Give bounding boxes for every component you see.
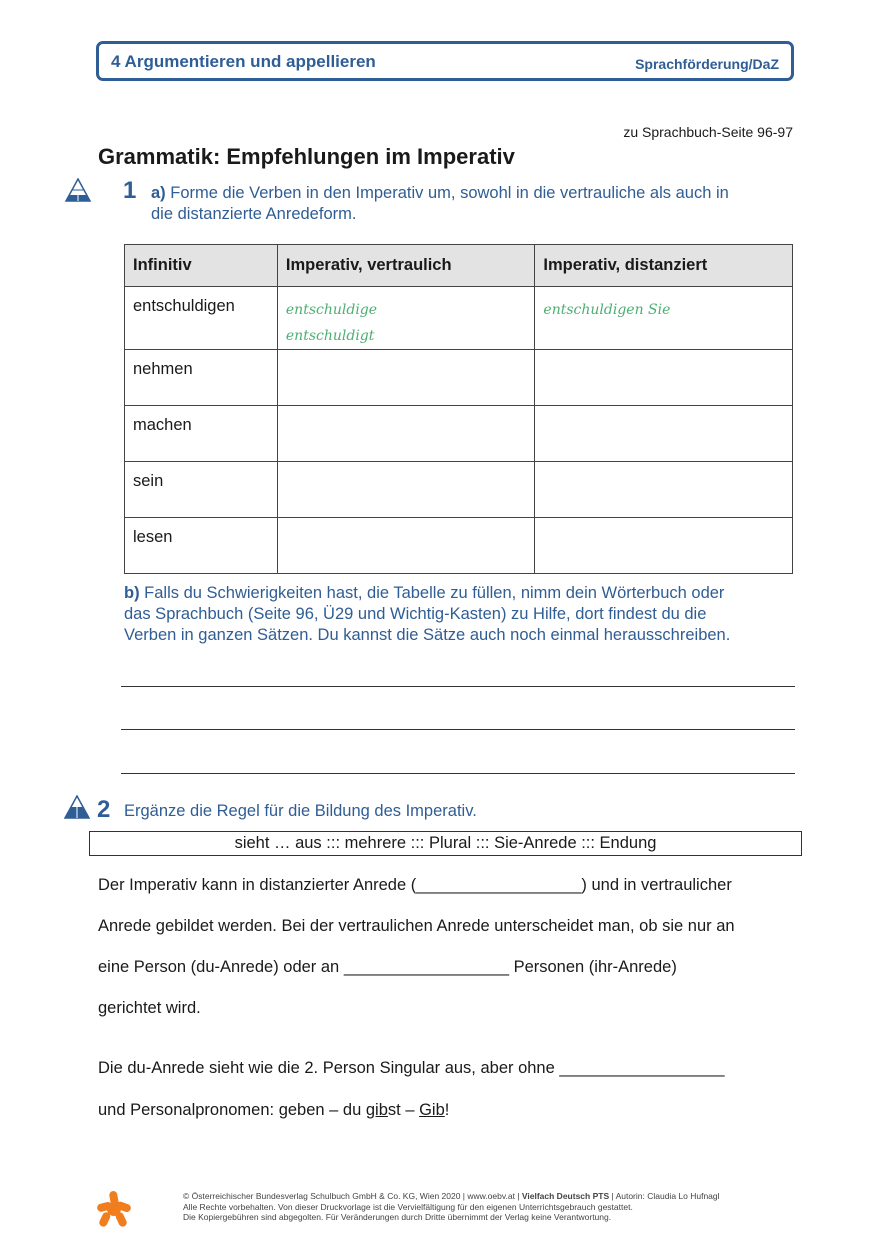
informal-answer-cell[interactable] [277,350,535,406]
formal-answer-cell[interactable] [535,518,793,574]
chapter-header [96,41,794,81]
rule-text-line: Anrede gebildet werden. Bei der vertraulichen Anrede unterscheidet man, ob sie nur an [98,917,735,935]
task-1b-label: b) [124,584,140,602]
table-row [125,406,793,462]
writing-line[interactable] [121,686,795,687]
difficulty-level-icon [64,795,90,819]
task-1b-text-line2: das Sprachbuch (Seite 96, Ü29 und Wichtig-Kasten) zu Hilfe, dort findest du die [124,605,707,623]
page-title: Grammatik: Empfehlungen im Imperativ [98,144,515,169]
formal-answer-cell[interactable] [535,406,793,462]
header-infinitive: Infinitiv [125,245,278,287]
word-bank-box: sieht … aus ::: mehrere ::: Plural ::: Sie-Anrede ::: Endung [89,831,802,856]
handwritten-answer: entschuldige [285,302,378,318]
task-1b-text-line1: Falls du Schwierigkeiten hast, die Tabelle zu füllen, nimm dein Wörterbuch oder [144,584,725,602]
rule-text-line: gerichtet wird. [98,999,201,1017]
formal-answer-cell[interactable] [535,462,793,518]
table-row [125,518,793,574]
task-1b-instruction [124,583,730,646]
infinitive-cell: sein [125,462,278,518]
footer-line-1 [183,1191,720,1202]
copyright-footer [183,1191,720,1223]
task-1a-text-line2: die distanzierte Anredeform. [151,205,357,223]
handwritten-answer: entschuldigt [285,328,375,344]
informal-answer-cell[interactable] [277,462,535,518]
task-1-number: 1 [123,177,137,204]
informal-answer-cell[interactable] [277,406,535,462]
underlined-stem: gib [365,1101,388,1119]
rule-text-line[interactable]: Der Imperativ kann in distanzierter Anrede (__________________) und in vertraulicher [98,876,732,894]
informal-answer-cell[interactable] [277,287,535,350]
infinitive-cell: entschuldigen [125,287,278,350]
publisher-logo-icon [96,1190,132,1228]
task-1a-label: a) [151,184,166,202]
footer-copyright: © Österreichischer Bundesverlag Schulbuch GmbH & Co. KG, Wien 2020 | www.oebv.at | [183,1191,522,1201]
example-text: ! [444,1101,450,1119]
infinitive-cell: nehmen [125,350,278,406]
verb-table [124,244,793,574]
header-imperative-formal: Imperativ, distanziert [535,245,793,287]
table-row [125,287,793,350]
handwritten-answer: entschuldigen Sie [543,302,671,318]
example-text: und Personalpronomen: geben – du [98,1101,366,1119]
table-row [125,462,793,518]
formal-answer-cell[interactable] [535,287,793,350]
writing-line[interactable] [121,729,795,730]
header-imperative-informal: Imperativ, vertraulich [277,245,535,287]
task-1a-text-line1: Forme die Verben in den Imperativ um, sowohl in die vertrauliche als auch in [170,184,729,202]
footer-line-2: Alle Rechte vorbehalten. Von dieser Druckvorlage ist die Vervielfältigung für den eigenen Unterrichtsgebrauch gestattet. [183,1201,633,1212]
rule-text-line[interactable]: Die du-Anrede sieht wie die 2. Person Singular aus, aber ohne __________________ [98,1059,725,1077]
section-label: Sprachförderung/DaZ [635,56,779,72]
task-2-number: 2 [97,796,111,823]
underlined-stem: Gib [419,1101,445,1119]
writing-line[interactable] [121,773,795,774]
footer-line-3: Die Kopiergebühren sind abgegolten. Für Veränderungen durch Dritte übernimmt der Verlag keine Verantwortung. [183,1212,612,1222]
page-reference: zu Sprachbuch-Seite 96-97 [623,124,793,140]
task-1a-instruction [151,183,729,225]
table-row [125,350,793,406]
formal-answer-cell[interactable] [535,350,793,406]
infinitive-cell: lesen [125,518,278,574]
rule-text-line[interactable]: eine Person (du-Anrede) oder an __________________ Personen (ihr-Anrede) [98,958,677,976]
task-2-instruction: Ergänze die Regel für die Bildung des Imperativ. [124,802,477,820]
task-1b-text-line3: Verben in ganzen Sätzen. Du kannst die Sätze auch noch einmal herausschreiben. [124,626,731,644]
rule-text-line-example [98,1101,449,1120]
infinitive-cell: machen [125,406,278,462]
footer-book-title: Vielfach Deutsch PTS [521,1191,610,1201]
informal-answer-cell[interactable] [277,518,535,574]
difficulty-level-icon [65,178,91,202]
table-header-row [125,245,793,287]
example-text: st – [387,1101,420,1119]
footer-author: | Autorin: Claudia Lo Hufnagl [609,1191,720,1201]
chapter-title: 4 Argumentieren und appellieren [111,52,376,71]
